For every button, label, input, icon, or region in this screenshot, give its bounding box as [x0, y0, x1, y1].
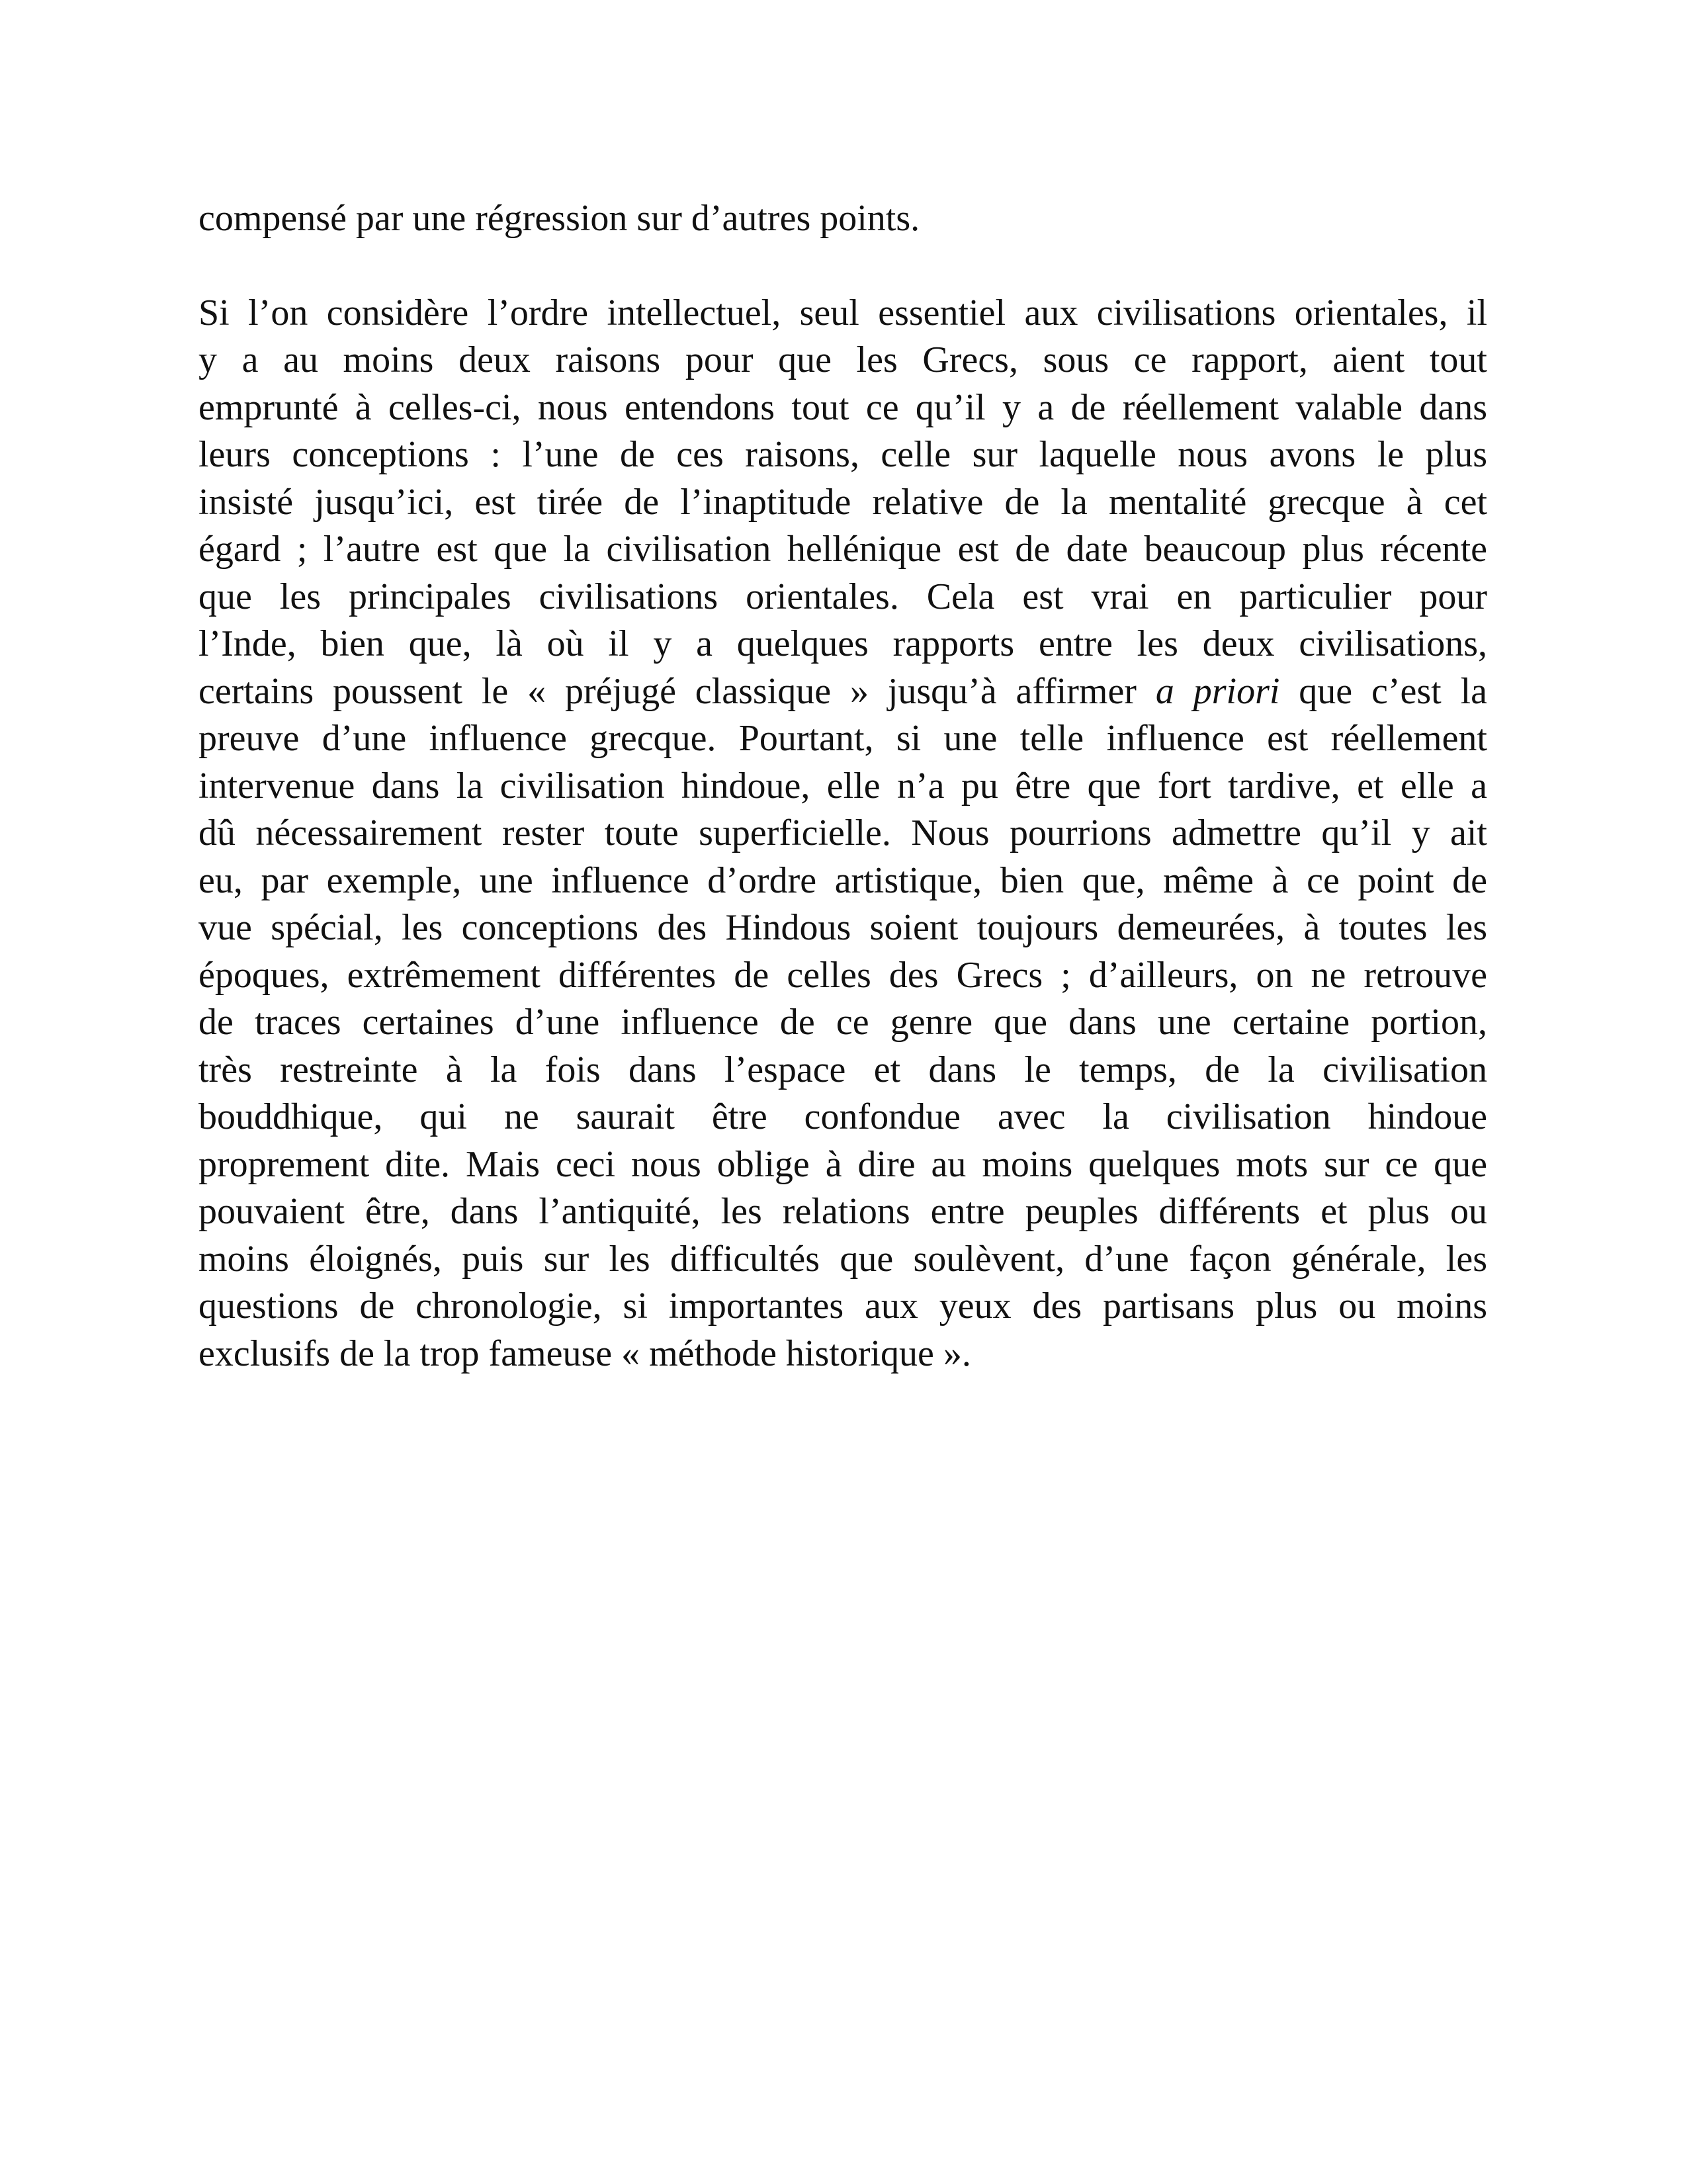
- text-line: eu, par exemple, une influence d’ordre artistique, bien que, même à ce point de: [198, 859, 1487, 901]
- text-line: de traces certaines d’une influence de ce genre que dans une certaine portion,: [198, 1002, 1487, 1043]
- paragraph-continuation: [198, 195, 1487, 243]
- text-line: vue spécial, les conceptions des Hindous soient toujours demeurées, à toutes les: [198, 907, 1487, 948]
- text-segment: que c’est la: [1299, 670, 1488, 712]
- text-segment: certains poussent le « préjugé classique » jusqu’à affirmer: [198, 670, 1137, 712]
- text-line: proprement dite. Mais ceci nous oblige à dire au moins quelques mots sur ce que: [198, 1143, 1487, 1185]
- italic-phrase: a priori: [1155, 670, 1280, 712]
- text-line-with-italic: [198, 668, 1487, 716]
- text-line: emprunté à celles-ci, nous entendons tout ce qu’il y a de réellement valable dans: [198, 386, 1487, 428]
- text-line: compensé par une régression sur d’autres points.: [198, 198, 920, 239]
- text-line: dû nécessairement rester toute superficielle. Nous pourrions admettre qu’il y ait: [198, 812, 1487, 853]
- text-line: que les principales civilisations orientales. Cela est vrai en particulier pour: [198, 576, 1487, 617]
- paragraph-main: [198, 290, 1487, 1378]
- text-line: insisté jusqu’ici, est tirée de l’inaptitude relative de la mentalité grecque à cet: [198, 481, 1487, 523]
- text-line: exclusifs de la trop fameuse « méthode historique ».: [198, 1332, 971, 1374]
- text-line: moins éloignés, puis sur les difficultés que soulèvent, d’une façon générale, les: [198, 1238, 1487, 1280]
- text-line: très restreinte à la fois dans l’espace et dans le temps, de la civilisation: [198, 1049, 1487, 1090]
- text-line: questions de chronologie, si importantes aux yeux des partisans plus ou moins: [198, 1286, 1487, 1327]
- text-line: preuve d’une influence grecque. Pourtant, si une telle influence est réellement: [198, 718, 1487, 759]
- text-line: l’Inde, bien que, là où il y a quelques rapports entre les deux civilisations,: [198, 623, 1487, 664]
- text-line: pouvaient être, dans l’antiquité, les relations entre peuples différents et plus ou: [198, 1191, 1487, 1232]
- text-line: intervenue dans la civilisation hindoue, elle n’a pu être que fort tardive, et elle a: [198, 765, 1487, 807]
- body-text: [198, 195, 1487, 1377]
- text-line: leurs conceptions : l’une de ces raisons, celle sur laquelle nous avons le plus: [198, 434, 1487, 475]
- text-line: Si l’on considère l’ordre intellectuel, seul essentiel aux civilisations orientales, il: [198, 292, 1487, 333]
- text-line: égard ; l’autre est que la civilisation hellénique est de date beaucoup plus récente: [198, 529, 1487, 570]
- text-line: bouddhique, qui ne saurait être confondue avec la civilisation hindoue: [198, 1096, 1487, 1137]
- text-line: y a au moins deux raisons pour que les Grecs, sous ce rapport, aient tout: [198, 339, 1487, 380]
- text-line: époques, extrêmement différentes de celles des Grecs ; d’ailleurs, on ne retrouve: [198, 954, 1487, 996]
